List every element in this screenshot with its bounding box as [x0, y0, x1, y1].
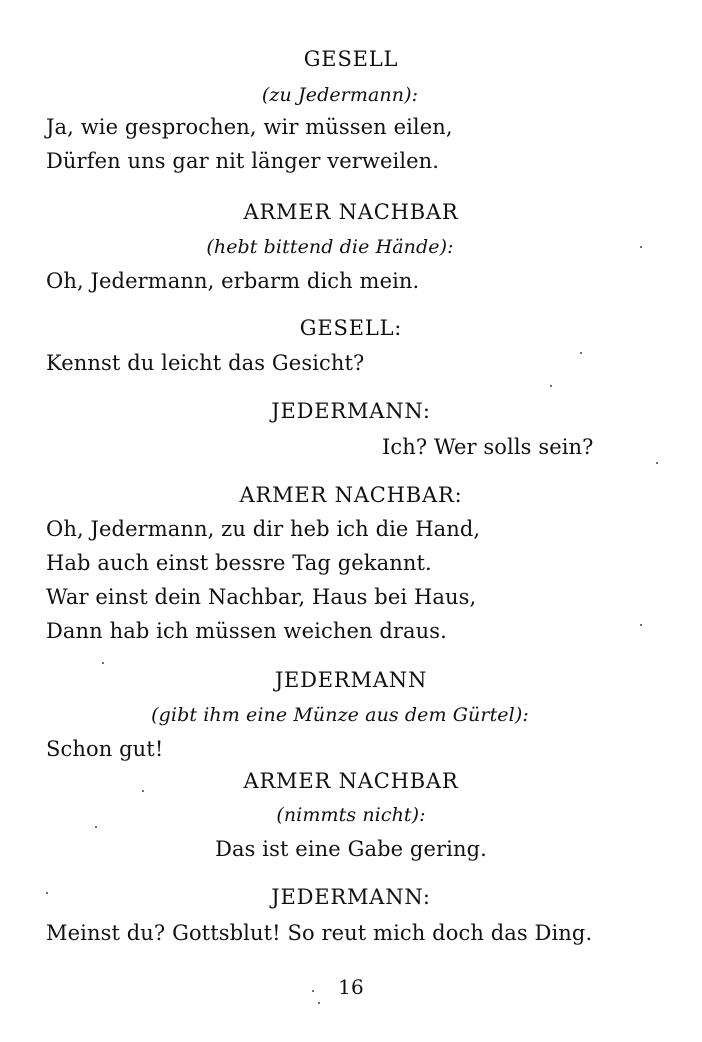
speaker-name: ARMER NACHBAR	[243, 200, 459, 224]
scan-speck	[102, 662, 104, 664]
verse-line: Dann hab ich müssen weichen draus.	[46, 619, 447, 643]
scan-speck	[640, 624, 642, 626]
speaker-name: JEDERMANN	[274, 668, 428, 692]
verse-line: Ich? Wer solls sein?	[382, 435, 594, 459]
scan-speck	[640, 246, 642, 248]
stage-direction: (hebt bittend die Hände):	[206, 236, 454, 258]
speaker-name: ARMER NACHBAR:	[239, 483, 463, 507]
verse-line: Oh, Jedermann, zu dir heb ich die Hand,	[46, 517, 481, 541]
scan-speck	[656, 462, 658, 464]
scan-speck	[550, 385, 552, 387]
verse-line: Ja, wie gesprochen, wir müssen eilen,	[46, 115, 453, 139]
scan-speck	[142, 790, 144, 792]
speaker-name: ARMER NACHBAR	[243, 769, 459, 793]
verse-line: Schon gut!	[46, 737, 164, 761]
verse-line: Oh, Jedermann, erbarm dich mein.	[46, 269, 420, 293]
stage-direction: (zu Jedermann):	[261, 84, 419, 106]
scan-speck	[580, 352, 582, 354]
stage-direction: (gibt ihm eine Münze aus dem Gürtel):	[151, 704, 529, 726]
speaker-name: JEDERMANN:	[271, 399, 431, 423]
verse-line: Meinst du? Gottsblut! So reut mich doch das Ding.	[46, 921, 593, 945]
verse-line: Hab auch einst bessre Tag gekannt.	[46, 551, 432, 575]
verse-line: Kennst du leicht das Gesicht?	[46, 351, 365, 375]
speaker-name: JEDERMANN:	[271, 885, 431, 909]
stage-direction: (nimmts nicht):	[276, 804, 426, 826]
verse-line: Dürfen uns gar nit länger verweilen.	[46, 149, 440, 173]
verse-line: War einst dein Nachbar, Haus bei Haus,	[46, 585, 477, 609]
scan-speck	[95, 826, 97, 828]
speaker-name: GESELL:	[299, 316, 403, 340]
verse-line: Das ist eine Gabe gering.	[215, 837, 487, 861]
scan-speck	[312, 990, 314, 992]
page-number: 16	[338, 975, 364, 999]
speaker-name: GESELL	[303, 47, 399, 71]
scan-speck	[318, 1002, 320, 1004]
scan-speck	[46, 892, 48, 894]
